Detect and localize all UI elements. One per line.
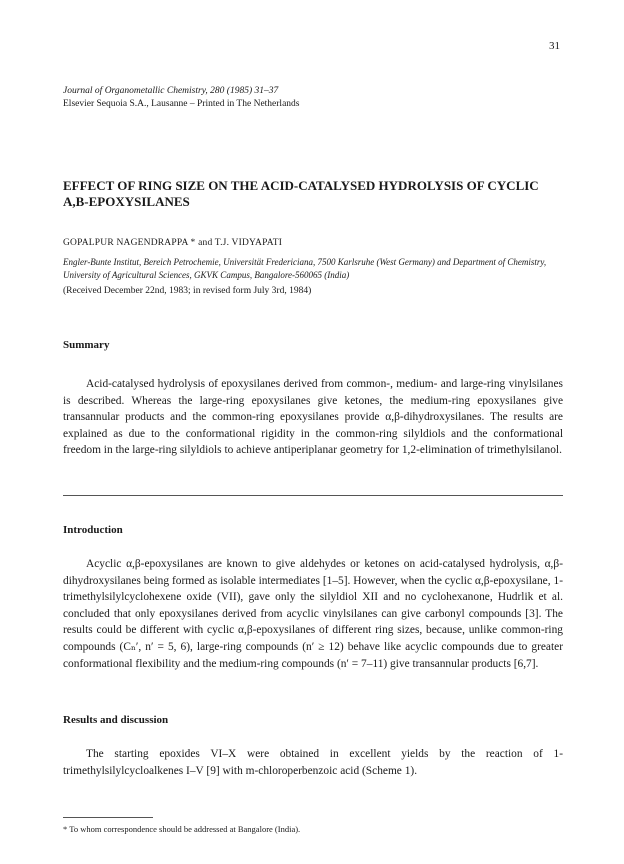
article-title: EFFECT OF RING SIZE ON THE ACID-CATALYSED HYDROLYSIS OF CYCLIC Α,Β-EPOXYSILANES [63,178,539,209]
introduction-heading: Introduction [63,524,123,536]
page-number: 31 [549,40,560,52]
publisher-line: Elsevier Sequoia S.A., Lausanne – Printed in The Netherlands [63,99,300,109]
received-date: (Received December 22nd, 1983; in revised form July 3rd, 1984) [63,286,312,296]
results-heading: Results and discussion [63,714,169,726]
summary-heading: Summary [63,339,110,351]
footnote-rule [63,817,153,818]
introduction-paragraph: Acyclic α,β-epoxysilanes are known to give aldehydes or ketones on acid-catalysed hydrolysis, α,β-dihydroxysilanes being formed as isolable intermediates [1–5]. However, when the cyclic α,β-epoxysilane, 1-trimethylsilylcyclohexene oxide (VII), gave only the silyldiol XII and no cyclohexanone, Hudrlik et al. concluded that only epoxysilanes derived from acyclic vinylsilanes can give carbonyl compounds [3]. The results could be different with cyclic α,β-epoxysilanes of different ring sizes, because, unlike common-ring compounds (Cₙ′, n′ = 5, 6), large-ring compounds (n′ ≥ 12) behave like acyclic compounds due to greater conformational flexibility and the medium-ring compounds (n′ = 7–11) give transannular products [6,7]. [63,558,563,670]
results-paragraph: The starting epoxides VI–X were obtained in excellent yields by the reaction of 1-trimethylsilylcycloalkenes I–V [9] with m-chloroperbenzoic acid (Scheme 1). [63,748,563,777]
journal-citation: Journal of Organometallic Chemistry, 280 (1985) 31–37 [63,86,279,96]
summary-paragraph: Acid-catalysed hydrolysis of epoxysilanes derived from common-, medium- and large-ring vinylsilanes is described. Whereas the large-ring epoxysilanes give ketones, the medium-ring epoxysilanes give transannular products and the common-ring epoxysilanes provide α,β-dihydroxysilanes. The results are explained as due to the conformational rigidity in the common-ring silyldiols and the conformational freedom in the large-ring silyldiols to achieve antiperiplanar geometry for 1,2-elimination of trimethylsilanol. [63,378,563,457]
author-list: GOPALPUR NAGENDRAPPA * and T.J. VIDYAPATI [63,238,283,248]
footnote: * To whom correspondence should be addressed at Bangalore (India). [63,824,301,834]
author-affiliation: Engler-Bunte Institut, Bereich Petrochemie, Universität Fredericiana, 7500 Karlsruhe (West Germany) and Department of Chemistry, University of Agricultural Sciences, GKVK Campus, Bangalore-560065 (India) [63,257,547,280]
section-divider [63,495,563,496]
